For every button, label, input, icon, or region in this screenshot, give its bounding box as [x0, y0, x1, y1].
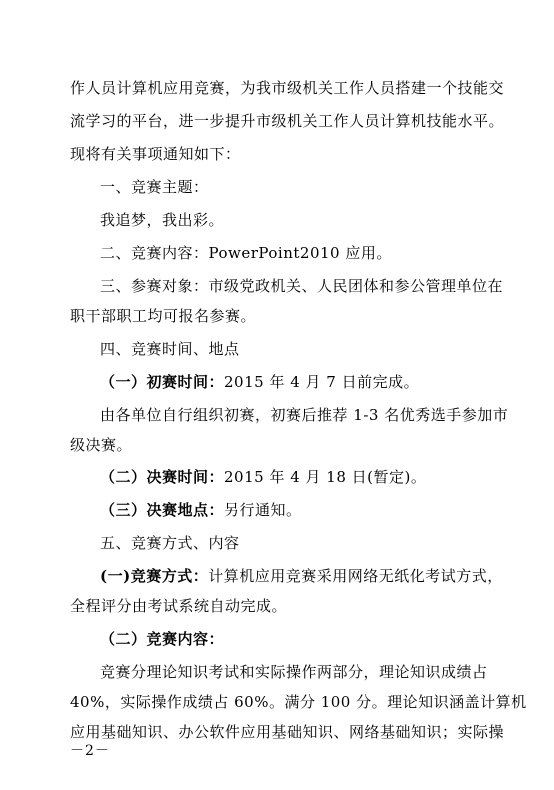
prelim-time-label: （一）初赛时间：	[100, 373, 225, 391]
body-text-line: 40%，实际操作成绩占 60%。满分 100 分。理论知识涵盖计算机	[70, 693, 527, 711]
content-label: （二）竞赛内容：	[100, 630, 225, 648]
section-heading-time-place: 四、竞赛时间、地点	[100, 340, 240, 358]
method-value: 计算机应用竞赛采用网络无纸化考试方式，	[208, 567, 503, 585]
final-venue-label: （三）决赛地点：	[100, 501, 225, 519]
final-venue-value: 另行通知。	[224, 501, 302, 519]
method-line	[100, 566, 503, 586]
body-text-line: 我追梦，我出彩。	[100, 211, 225, 229]
body-text-line: 应用基础知识、办公软件应用基础知识、网络基础知识；实际操	[70, 723, 505, 741]
body-text-line: 现将有关事项通知如下：	[70, 145, 241, 163]
final-venue-line	[100, 500, 490, 520]
body-text-line: 流学习的平台，进一步提升市级机关工作人员计算机技能水平。	[70, 112, 505, 130]
final-time-value: 2015 年 4 月 18 日(暂定)。	[224, 468, 427, 486]
section-heading-theme: 一、竞赛主题：	[100, 178, 209, 196]
body-text-line: 全程评分由考试系统自动完成。	[70, 597, 288, 615]
body-text-line: 级决赛。	[70, 436, 133, 454]
page-number: －2－	[70, 743, 110, 759]
section-heading-content: 二、竞赛内容：PowerPoint2010 应用。	[100, 244, 392, 262]
prelim-time-value: 2015 年 4 月 7 日前完成。	[224, 373, 420, 391]
body-text-line: 竞赛分理论知识考试和实际操作两部分，理论知识成绩占	[100, 663, 488, 681]
body-text-line: 职干部职工均可报名参赛。	[70, 307, 257, 325]
prelim-time-line	[100, 372, 490, 392]
method-label: (一)竞赛方式：	[100, 567, 209, 585]
section-heading-method: 五、竞赛方式、内容	[100, 534, 240, 552]
body-text-line: 由各单位自行组织初赛，初赛后推荐 1-3 名优秀选手参加市	[100, 406, 509, 424]
section-heading-participants: 三、参赛对象：市级党政机关、人民团体和参公管理单位在	[100, 277, 504, 295]
final-time-line	[100, 467, 490, 487]
final-time-label: （二）决赛时间：	[100, 468, 225, 486]
body-text-line: 作人员计算机应用竞赛，为我市级机关工作人员搭建一个技能交	[70, 79, 505, 97]
